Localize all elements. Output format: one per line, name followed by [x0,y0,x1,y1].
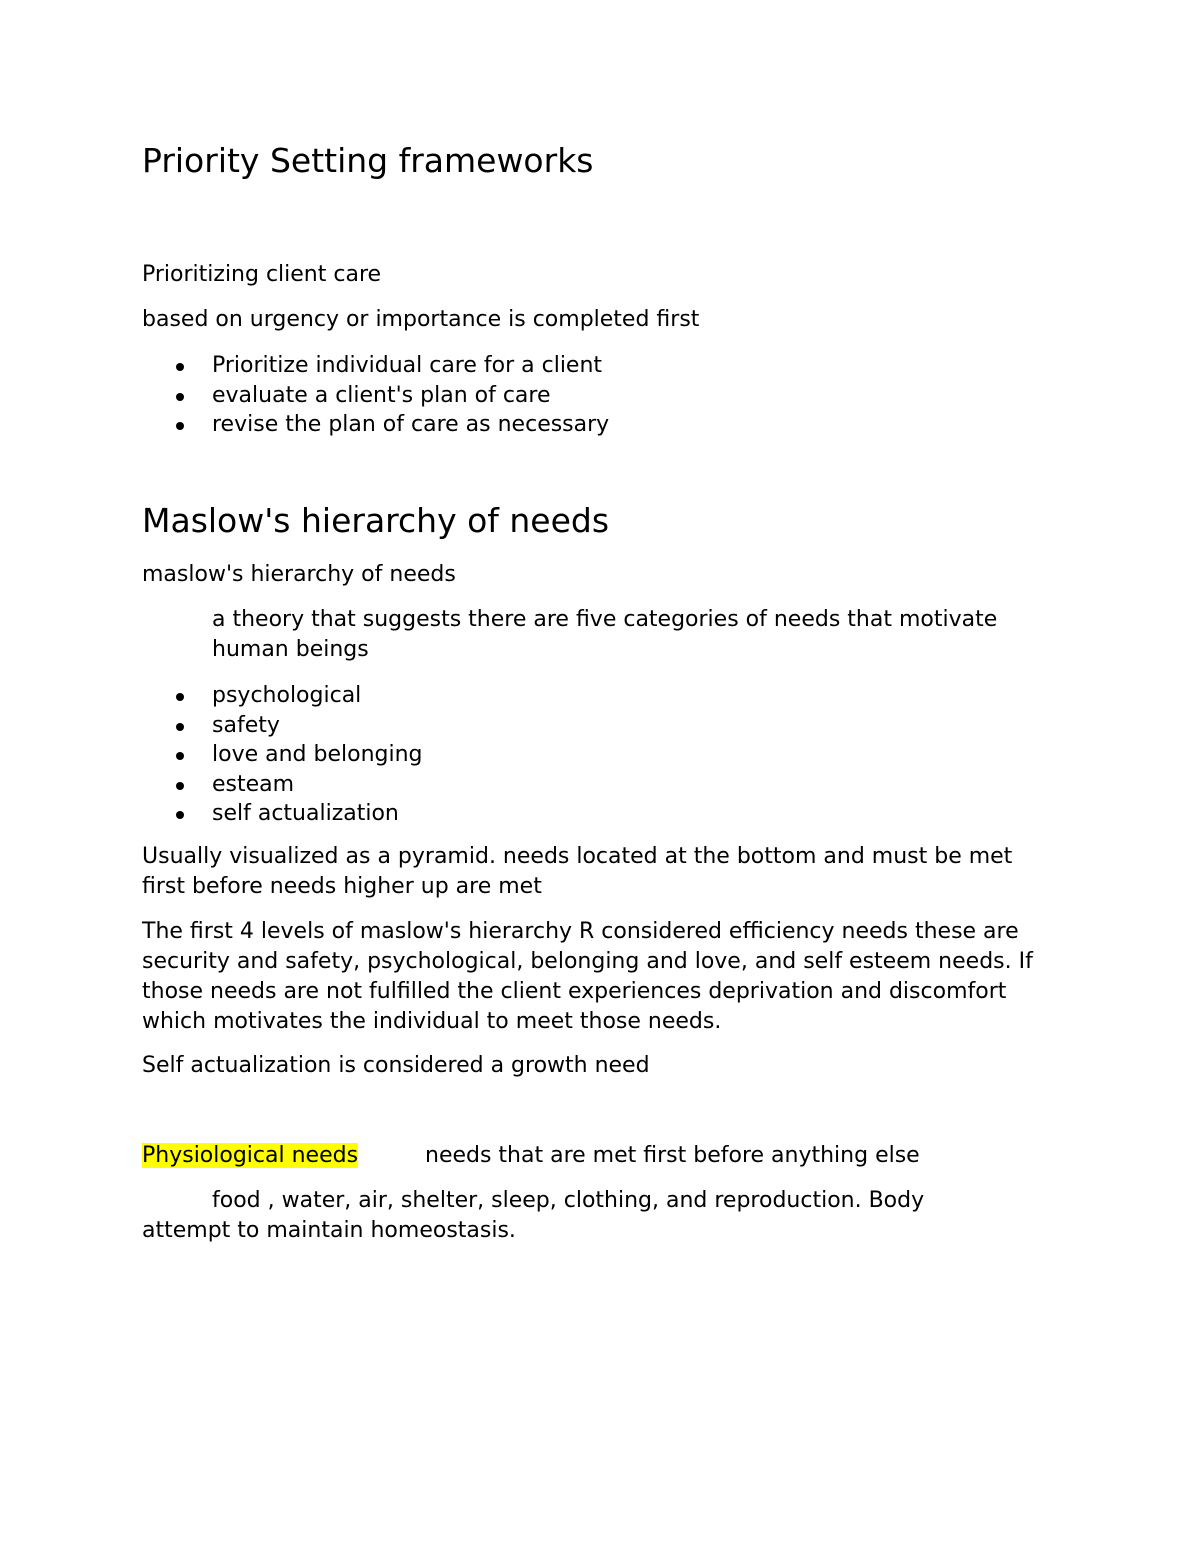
maslow-bullet-list [142,681,423,829]
list-item [142,770,423,800]
physiological-detail-line2: attempt to maintain homeostasis. [142,1218,516,1243]
subheading-prioritizing-client-care: Prioritizing client care [142,262,382,287]
maslow-term: maslow's hierarchy of needs [142,562,456,587]
bullet-icon [176,363,184,371]
bullet-icon [176,422,184,430]
list-item-text: psychological [212,683,362,708]
list-item [142,681,423,711]
list-item-text: love and belonging [212,742,423,767]
list-item-text: Prioritize individual care for a client [212,353,603,378]
bullet-icon [176,693,184,701]
priority-bullet-list [142,351,609,440]
heading-priority-setting: Priority Setting frameworks [142,141,594,180]
bullet-icon [176,393,184,401]
physiological-needs-term [142,1141,358,1171]
list-item [142,740,423,770]
list-item [142,381,609,411]
list-item-text: self actualization [212,801,399,826]
list-item [142,351,609,381]
bullet-icon [176,752,184,760]
bullet-icon [176,811,184,819]
physiological-detail-line1: food , water, air, shelter, sleep, clothing, and reproduction. Body [212,1188,925,1213]
heading-maslow: Maslow's hierarchy of needs [142,501,610,540]
physiological-needs-description: needs that are met first before anything else [425,1143,920,1168]
paragraph-growth-need: Self actualization is considered a growth need [142,1053,650,1078]
list-item-text: safety [212,712,280,738]
list-item [142,711,423,741]
bullet-icon [176,723,184,731]
list-item-text: esteam [212,771,295,797]
paragraph-pyramid: Usually visualized as a pyramid. needs located at the bottom and must be met first before needs higher up are met [142,844,1013,899]
list-item [142,799,423,829]
intro-text: based on urgency or importance is completed first [142,307,700,332]
highlighted-term: Physiological needs [142,1143,359,1168]
paragraph-efficiency-needs: The first 4 levels of maslow's hierarchy R considered efficiency needs these are security and safety, psychological, belonging and love, and self esteem needs. If those needs are not fulfilled the client experiences deprivation and discomfort which motivates the individual to meet those needs. [142,919,1033,1034]
bullet-icon [176,782,184,790]
maslow-definition: a theory that suggests there are five categories of needs that motivate human beings [212,607,998,662]
list-item-text: evaluate a client's plan of care [212,382,551,408]
list-item-text: revise the plan of care as necessary [212,412,610,437]
list-item [142,410,609,440]
